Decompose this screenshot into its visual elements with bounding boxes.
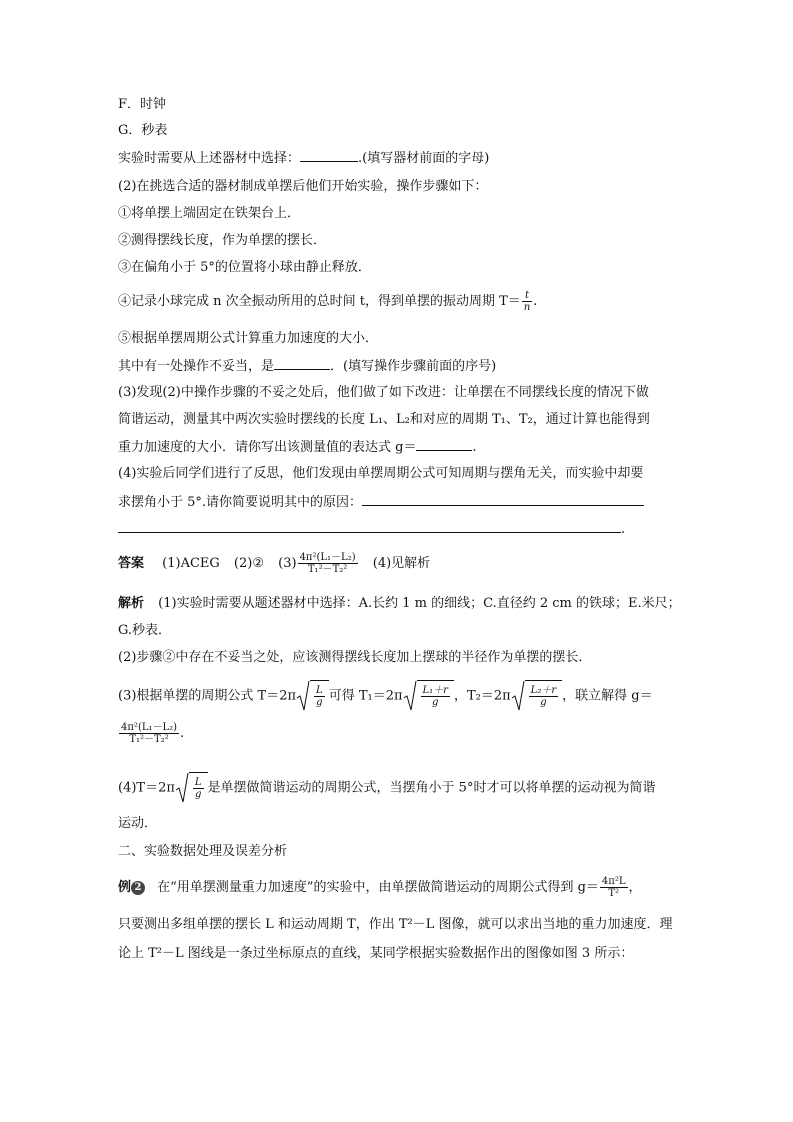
fraction-denominator: n — [523, 302, 531, 313]
analysis-line-4 — [118, 680, 653, 712]
answer-2: (2)② — [233, 556, 264, 571]
analysis-text: (1)实验时需要从题述器材中选择：A.长约 1 m 的细线；C.直径约 2 cm 的铁球；E.米尺； — [158, 596, 681, 611]
fraction-numerator: 4π²(L₁－L₂) — [121, 722, 178, 733]
analysis-line-7: 运动． — [118, 816, 158, 831]
fraction-numerator: 4π²(L₁－L₂) — [299, 552, 356, 563]
answer-blank — [274, 357, 330, 370]
question-4-line-2 — [118, 493, 644, 512]
sqrt-expression — [175, 772, 208, 804]
fraction-numerator: t — [522, 290, 532, 302]
fraction-numerator: L — [194, 777, 202, 788]
radical-sign-icon — [511, 680, 525, 712]
example-number-badge: 2 — [131, 881, 145, 895]
question-text: .(填写器材前面的字母) — [358, 151, 490, 166]
example-label: 例 — [118, 880, 132, 895]
question-text: 实验时需要从上述器材中选择： — [118, 151, 301, 166]
answer-4: (4)见解析 — [372, 556, 431, 571]
example-text: ， — [628, 880, 642, 895]
result-fraction — [119, 722, 179, 745]
option-g: G．秒表 — [118, 123, 168, 138]
answer-blank — [416, 438, 472, 451]
fraction-denominator: g — [540, 697, 547, 708]
question-3-line-2: 简谐运动，测量其中两次实验时摆线的长度 L₁、L₂和对应的周期 T₁、T₂，通过计算也能得到 — [118, 412, 650, 427]
radicand-fraction — [421, 685, 450, 708]
analysis-text: 可得 T₁＝2π — [328, 688, 403, 704]
fraction-denominator: T² — [608, 888, 620, 899]
question-text: . — [621, 522, 626, 537]
analysis-text: ，联立解得 g＝ — [562, 688, 653, 704]
example-2-line-3: 论上 T²－L 图线是一条过坐标原点的直线，某同学根据实验数据作出的图像如图 3 所示： — [118, 946, 634, 961]
radical-sign-icon — [403, 680, 417, 712]
fraction-numerator: L₂＋r — [530, 685, 557, 696]
question-2-intro: (2)在挑选合适的器材制成单摆后他们开始实验，操作步骤如下： — [118, 179, 488, 194]
radicand-fraction — [193, 777, 204, 800]
sqrt-expression — [511, 680, 562, 712]
example-text: 在“用单摆测量重力加速度”的实验中，由单摆做简谐运动的周期公式得到 g＝ — [157, 880, 599, 895]
example-2-line-2: 只要测出多组单摆的摆长 L 和运动周期 T，作出 T²－L 图像，就可以求出当地的重力加速度．理 — [118, 917, 673, 932]
analysis-text: ，T₂＝2π — [453, 688, 511, 704]
radical-sign-icon — [175, 772, 189, 804]
step-2: ②测得摆线长度，作为单摆的摆长． — [118, 233, 327, 248]
question-text: . — [472, 440, 477, 455]
radical-sign-icon — [296, 680, 310, 712]
sqrt-expression — [403, 680, 454, 712]
step-4 — [118, 290, 537, 313]
question-2-prompt — [118, 357, 496, 376]
analysis-text: (4)T＝2π — [118, 780, 175, 796]
question-3-line-1: (3)发现(2)中操作步骤的不妥之处后，他们做了如下改进：让单摆在不同摆线长度的情况下做 — [118, 385, 649, 400]
g-fraction — [600, 876, 628, 899]
answer-1: (1)ACEG — [162, 556, 220, 571]
question-4-line-3 — [118, 520, 625, 539]
analysis-line-5 — [118, 722, 184, 745]
sqrt-expression — [296, 680, 329, 712]
analysis-text: (3)根据单摆的周期公式 T＝2π — [118, 688, 297, 704]
answer-line — [118, 550, 430, 578]
fraction-numerator: L₁＋r — [422, 685, 448, 696]
answer-label: 答案 — [118, 556, 145, 571]
example-2-line-1 — [118, 874, 642, 902]
step-text: ④记录小球完成 n 次全振动所用的总时间 t，得到单摆的振动周期 T＝ — [118, 294, 521, 309]
option-f: F．时钟 — [118, 97, 167, 112]
fraction-denominator: T₁²－T₂² — [129, 734, 169, 745]
question-text: ．(填写操作步骤前面的序号) — [330, 359, 497, 374]
question-1-prompt — [118, 149, 489, 168]
step-text: . — [533, 294, 538, 309]
answer-3: (3) — [278, 556, 297, 571]
analysis-line-6 — [118, 772, 655, 804]
question-text: 求摆角小于 5°.请你简要说明其中的原因： — [118, 495, 363, 510]
radicand-fraction — [314, 685, 325, 708]
period-fraction — [522, 290, 532, 313]
analysis-text: 是单摆做简谐运动的周期公式，当摆角小于 5°时才可以将单摆的运动视为简谐 — [207, 780, 656, 796]
fraction-denominator: g — [432, 697, 439, 708]
step-1: ①将单摆上端固定在铁架台上． — [118, 206, 301, 221]
question-3-line-3 — [118, 438, 477, 457]
question-text: 重力加速度的大小．请你写出该测量值的表达式 g＝ — [118, 440, 417, 455]
question-text: 其中有一处操作不妥当，是 — [118, 359, 275, 374]
step-3: ③在偏角小于 5°的位置将小球由静止释放． — [118, 260, 371, 275]
fraction-denominator: g — [195, 789, 202, 800]
analysis-label: 解析 — [118, 596, 145, 611]
analysis-line-3: (2)步骤②中存在不妥当之处，应该测得摆线长度加上摆球的半径作为单摆的摆长． — [118, 650, 592, 665]
fraction-denominator: g — [316, 697, 323, 708]
analysis-text: . — [180, 726, 185, 741]
answer-blank — [300, 149, 358, 162]
radicand-fraction — [529, 685, 558, 708]
answer-blank — [118, 520, 621, 533]
fraction-numerator: 4π²L — [601, 876, 626, 887]
section-heading: 二、实验数据处理及误差分析 — [118, 844, 288, 859]
analysis-line-1 — [118, 595, 681, 613]
fraction-numerator: L — [316, 685, 323, 696]
step-5: ⑤根据单摆周期公式计算重力加速度的大小． — [118, 331, 379, 346]
analysis-line-2: G.秒表． — [118, 623, 172, 638]
question-4-line-1: (4)实验后同学们进行了反思，他们发现由单摆周期公式可知周期与摆角无关，而实验中却要 — [118, 466, 644, 481]
answer-blank — [362, 493, 644, 506]
answer-3-fraction — [298, 552, 358, 575]
fraction-denominator: T₁²－T₂² — [307, 564, 348, 575]
